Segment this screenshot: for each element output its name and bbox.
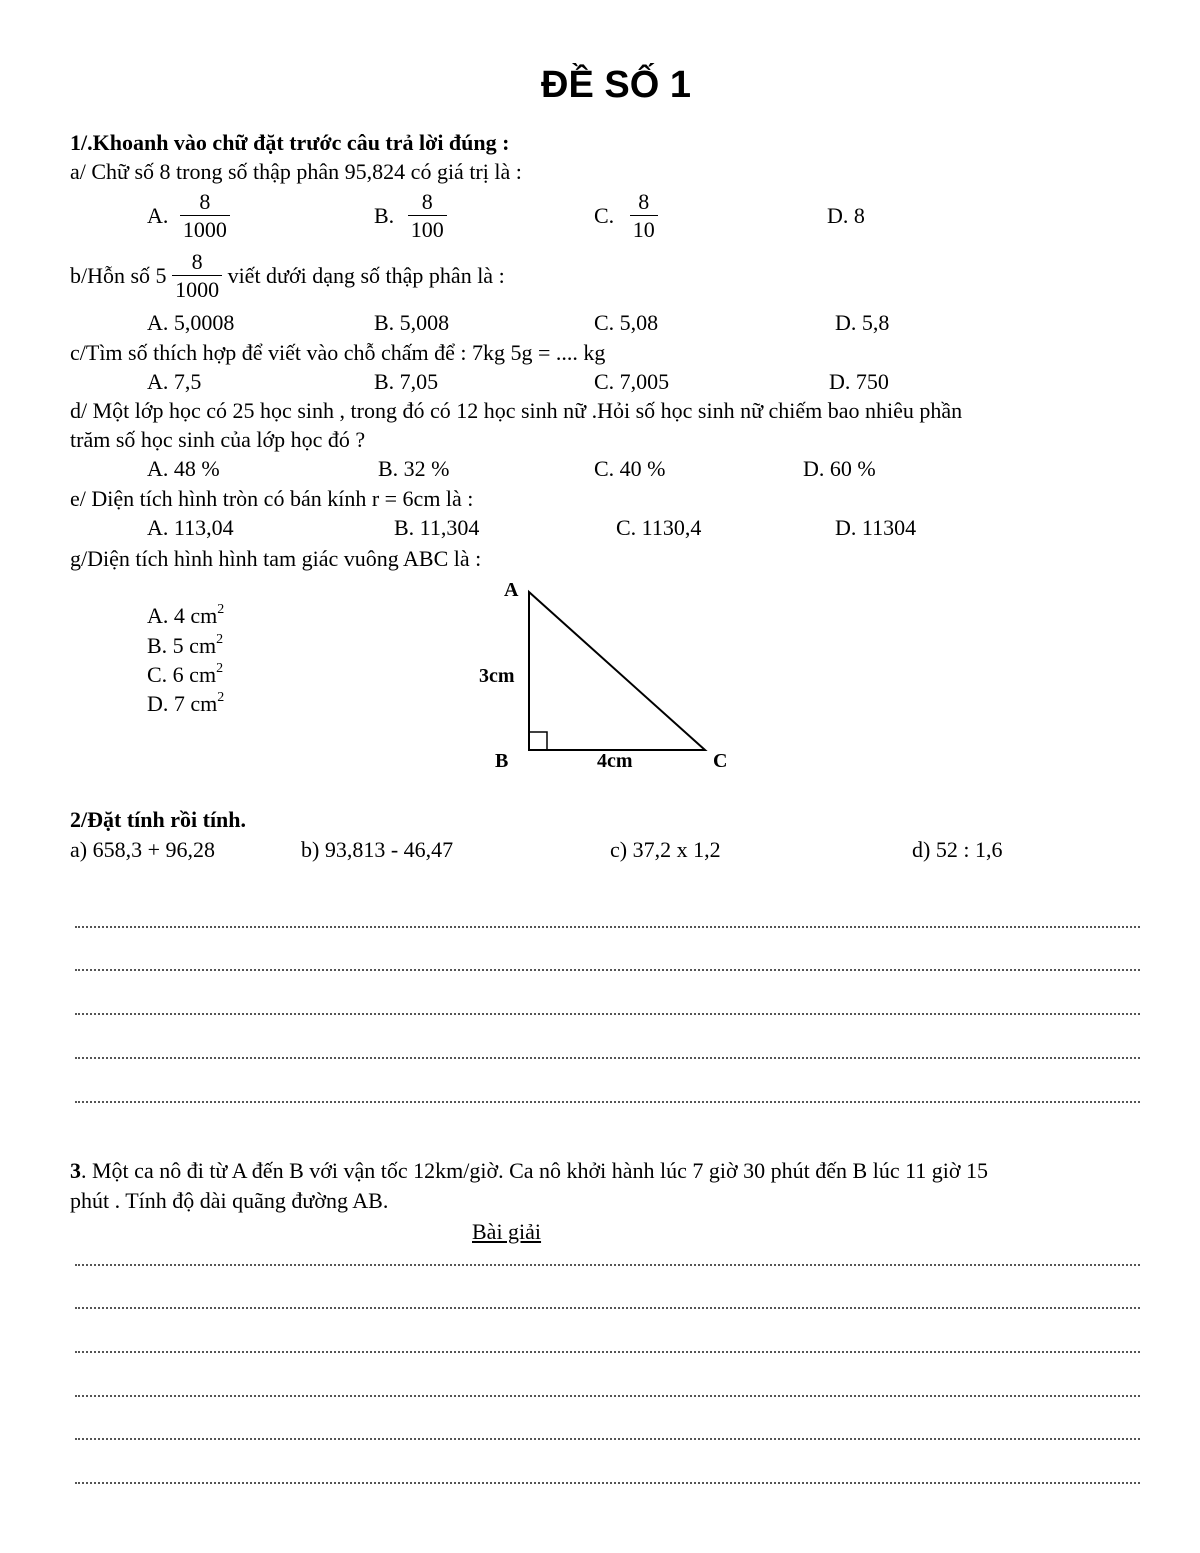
right-angle-marker [529, 732, 547, 750]
question-b-prefix: b/Hỗn số 5 [70, 262, 167, 288]
vertex-label-b: B [495, 750, 509, 772]
option-text: B. 5 cm [147, 633, 217, 658]
fraction-denominator: 1000 [182, 217, 227, 243]
answer-line[interactable] [75, 1013, 1140, 1015]
question-g-option-c [147, 662, 223, 687]
answer-line[interactable] [75, 1438, 1140, 1440]
section1-heading: 1/.Khoanh vào chữ đặt trước câu trả lời đúng : [70, 130, 510, 155]
superscript: 2 [217, 689, 225, 705]
superscript: 2 [216, 631, 224, 647]
question-c-option-d: D. 750 [829, 369, 889, 394]
option-text: D. 7 cm [147, 691, 218, 716]
question-e-option-d: D. 11304 [835, 515, 917, 540]
fraction-numerator: 8 [630, 190, 658, 216]
question-d-line1: d/ Một lớp học có 25 học sinh , trong đó có 12 học sinh nữ .Hỏi số học sinh nữ chiếm bao nhiêu phần [70, 398, 963, 423]
fraction-numerator: 8 [172, 250, 222, 276]
superscript: 2 [216, 660, 224, 676]
solution-label: Bài giải [472, 1219, 542, 1244]
calc-d: d) 52 : 1,6 [912, 837, 1003, 862]
answer-line[interactable] [75, 1101, 1140, 1103]
section2-heading: 2/Đặt tính rồi tính. [70, 807, 247, 832]
question-d-option-b: B. 32 % [378, 456, 450, 481]
calc-a: a) 658,3 + 96,28 [70, 837, 215, 862]
question-a-option-c [594, 190, 658, 241]
fraction-numerator: 8 [408, 190, 447, 216]
fraction-numerator: 8 [180, 190, 230, 216]
question-d-option-a: A. 48 % [147, 456, 220, 481]
question-b-option-c: C. 5,08 [594, 310, 659, 335]
problem3-line1 [70, 1158, 988, 1183]
fraction [180, 190, 230, 241]
question-g-option-b [147, 633, 223, 658]
superscript: 2 [217, 601, 225, 617]
fraction-denominator: 1000 [175, 277, 220, 303]
fraction-denominator: 10 [632, 217, 655, 243]
question-g-text: g/Diện tích hình hình tam giác vuông ABC là : [70, 546, 482, 571]
question-a-option-d: D. 8 [827, 203, 865, 228]
side-label-ab: 3cm [479, 665, 515, 687]
calc-c: c) 37,2 x 1,2 [610, 837, 721, 862]
question-g-option-d [147, 691, 224, 716]
question-e-option-a: A. 113,04 [147, 515, 234, 540]
fraction [172, 250, 222, 301]
question-d-option-c: C. 40 % [594, 456, 666, 481]
question-c-option-b: B. 7,05 [374, 369, 439, 394]
vertex-label-c: C [713, 750, 728, 772]
answer-line[interactable] [75, 926, 1140, 928]
option-label: A. [147, 202, 169, 228]
question-c-option-c: C. 7,005 [594, 369, 670, 394]
question-e-option-b: B. 11,304 [394, 515, 480, 540]
fraction-denominator: 100 [410, 217, 444, 243]
calc-b: b) 93,813 - 46,47 [301, 837, 454, 862]
triangle-abc-figure [470, 572, 750, 782]
question-d-option-d: D. 60 % [803, 456, 876, 481]
side-label-bc: 4cm [597, 750, 633, 772]
answer-line[interactable] [75, 1482, 1140, 1484]
question-e-text: e/ Diện tích hình tròn có bán kính r = 6cm là : [70, 486, 474, 511]
option-text: A. 4 cm [147, 603, 218, 628]
question-g-option-a [147, 603, 224, 628]
answer-line[interactable] [75, 969, 1140, 971]
triangle-shape [529, 592, 705, 750]
answer-line[interactable] [75, 1264, 1140, 1266]
fraction [630, 190, 658, 241]
problem-number: 3 [70, 1158, 81, 1183]
page-title: ĐỀ SỐ 1 [541, 64, 691, 106]
vertex-label-a: A [504, 579, 519, 601]
answer-line[interactable] [75, 1351, 1140, 1353]
fraction [408, 190, 447, 241]
problem3-line2: phút . Tính độ dài quãng đường AB. [70, 1188, 389, 1213]
option-label: C. [594, 202, 615, 228]
question-e-option-c: C. 1130,4 [616, 515, 702, 540]
question-d-line2: trăm số học sinh của lớp học đó ? [70, 427, 366, 452]
question-c-text: c/Tìm số thích hợp để viết vào chỗ chấm để : 7kg 5g = .... kg [70, 340, 606, 365]
question-c-option-a: A. 7,5 [147, 369, 202, 394]
question-b-option-a: A. 5,0008 [147, 310, 235, 335]
question-a-text: a/ Chữ số 8 trong số thập phân 95,824 có giá trị là : [70, 159, 522, 184]
option-text: C. 6 cm [147, 662, 217, 687]
question-b-suffix: viết dưới dạng số thập phân là : [227, 262, 505, 288]
question-b-option-b: B. 5,008 [374, 310, 450, 335]
answer-line[interactable] [75, 1057, 1140, 1059]
problem3-text: . Một ca nô đi từ A đến B với vận tốc 12km/giờ. Ca nô khởi hành lúc 7 giờ 30 phút đến B lúc 11 giờ 15 [81, 1158, 989, 1183]
question-b-option-d: D. 5,8 [835, 310, 890, 335]
answer-line[interactable] [75, 1307, 1140, 1309]
option-label: B. [374, 202, 395, 228]
question-a-option-b [374, 190, 447, 241]
question-b-text [70, 250, 505, 301]
question-a-option-a [147, 190, 230, 241]
answer-line[interactable] [75, 1395, 1140, 1397]
